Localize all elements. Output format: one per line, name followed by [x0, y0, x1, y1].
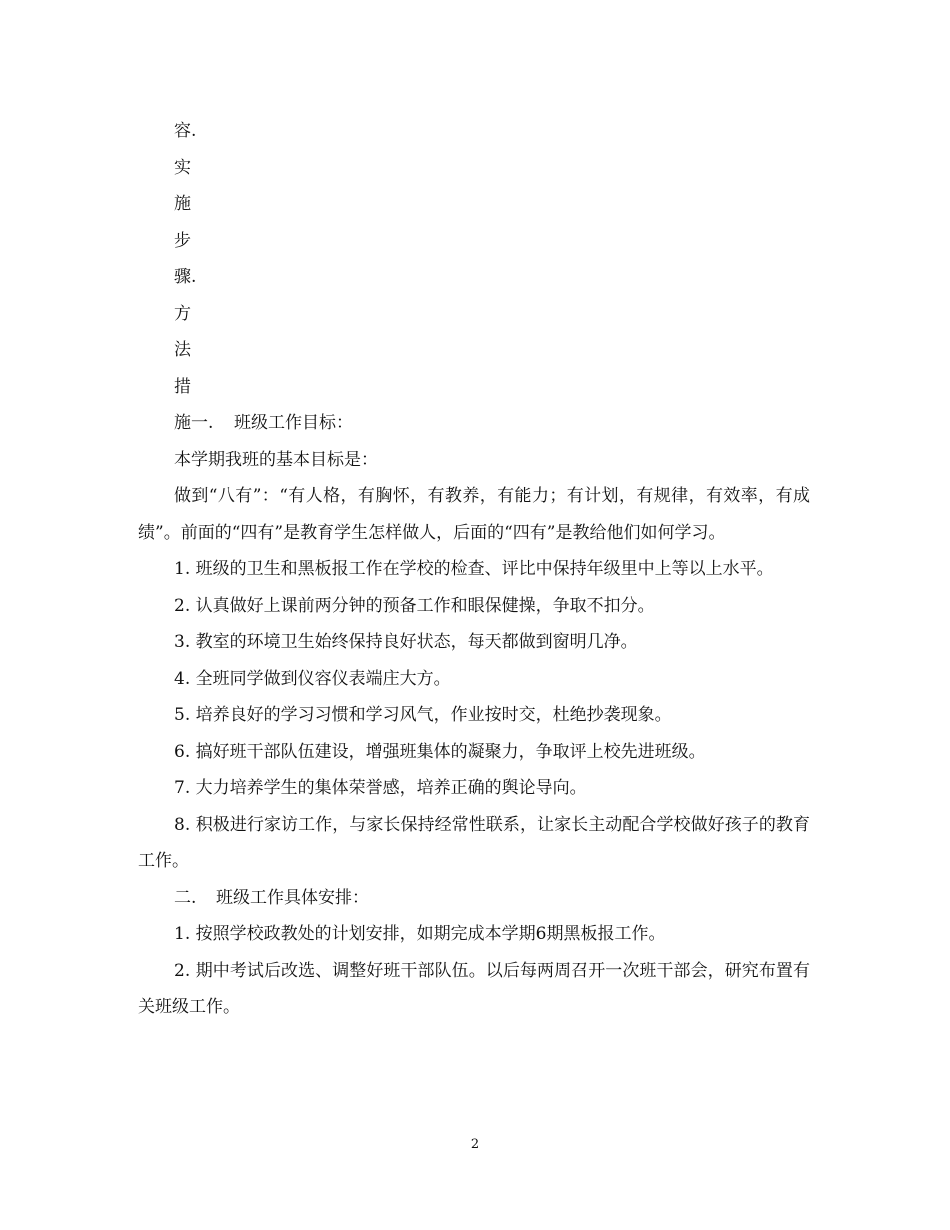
- goal-item: 4. 全班同学做到仪容仪表端庄大方。: [174, 668, 451, 689]
- arrangement-item: 2. 期中考试后改选、调整好班干部队伍。以后每两周召开一次班干部会，研究布置有关班级工作。: [138, 960, 810, 1017]
- vertical-char: 措: [174, 376, 191, 397]
- document-body: [138, 113, 810, 1026]
- vertical-char: 方: [174, 303, 191, 324]
- goal-item: 1. 班级的卫生和黑板报工作在学校的检查、评比中保持年级里中上等以上水平。: [174, 559, 774, 579]
- goal-item: 7. 大力培养学生的集体荣誉感，培养正确的舆论导向。: [174, 778, 587, 798]
- vertical-char: 实: [174, 157, 191, 178]
- vertical-char: 步: [174, 230, 191, 251]
- eight-haves-paragraph: 做到“八有”：“有人格，有胸怀，有教养，有能力；有计划，有规律，有效率，有成绩”。前面的“四有”是教育学生怎样做人，后面的“四有”是教给他们如何学习。: [138, 486, 810, 543]
- vertical-char: 容.: [174, 121, 197, 141]
- section-number: 施一.: [174, 413, 214, 433]
- vertical-char: 法: [174, 340, 191, 360]
- section-title: 班级工作目标：: [234, 413, 353, 433]
- intro-text: 本学期我班的基本目标是：: [174, 449, 378, 470]
- section-number: 二.: [174, 887, 197, 908]
- vertical-char: 骤.: [174, 267, 197, 287]
- page-number: 2: [470, 1137, 480, 1152]
- goal-item: 3. 教室的环境卫生始终保持良好状态，每天都做到窗明几净。: [174, 632, 638, 652]
- section-heading-1: [138, 405, 810, 442]
- goal-item: 6. 搞好班干部队伍建设，增强班集体的凝聚力，争取评上校先进班级。: [174, 741, 706, 762]
- section-title: 班级工作具体安排：: [216, 887, 369, 908]
- goal-item: 2. 认真做好上课前两分钟的预备工作和眼保健操，争取不扣分。: [174, 595, 655, 616]
- arrangement-item: 1. 按照学校政教处的计划安排，如期完成本学期6期黑板报工作。: [174, 924, 666, 944]
- vertical-char: 施: [174, 194, 191, 214]
- section-heading-2: [138, 880, 810, 917]
- goal-item: 8. 积极进行家访工作，与家长保持经常性联系，让家长主动配合学校做好孩子的教育工作。: [138, 814, 810, 871]
- goal-item: 5. 培养良好的学习习惯和学习风气，作业按时交，杜绝抄袭现象。: [174, 705, 672, 725]
